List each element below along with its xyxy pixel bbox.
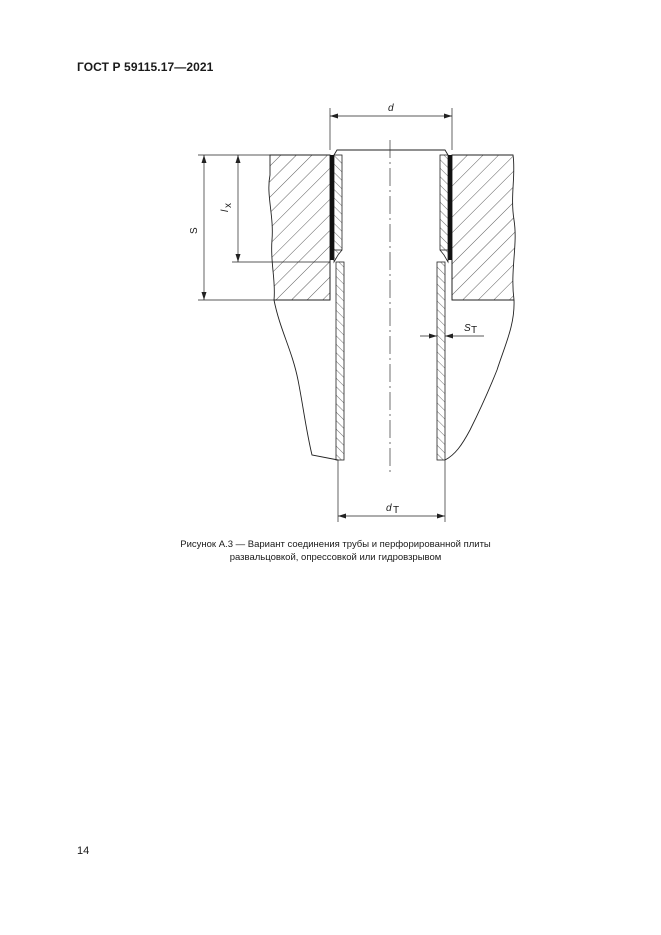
dim-lx-label: l (220, 209, 231, 212)
dim-lx-subscript: x (223, 203, 234, 208)
plate-left-section (269, 155, 330, 300)
contact-strip-right (448, 155, 452, 260)
dim-d-label: d (388, 103, 394, 114)
dim-dt-label: d (386, 503, 392, 514)
caption-line-1: Рисунок А.3 — Вариант соединения трубы и перфорированной плиты (180, 539, 491, 550)
plate-right-section (452, 155, 515, 300)
break-outline-right (445, 300, 514, 460)
tube-wall-right (437, 262, 445, 460)
figure-caption (150, 538, 521, 564)
break-outline-left (274, 300, 338, 460)
dim-st-label: S (464, 323, 471, 334)
tube-wall-left (336, 262, 344, 460)
tube-step-right (440, 250, 448, 262)
tube-step-left (334, 250, 342, 262)
dim-s-label: S (189, 227, 200, 234)
dim-st-subscript: T (471, 325, 478, 336)
tube-wall-left-expanded (334, 155, 342, 250)
dim-dt-subscript: T (393, 505, 400, 516)
caption-line-2: развальцовкой, опрессовкой или гидровзрывом (229, 552, 442, 563)
page-number: 14 (77, 845, 90, 857)
tube-flare-top (334, 150, 448, 155)
tube-wall-right-expanded (440, 155, 448, 250)
contact-strip-left (330, 155, 334, 260)
document-header: ГОСТ Р 59115.17—2021 (77, 60, 214, 74)
